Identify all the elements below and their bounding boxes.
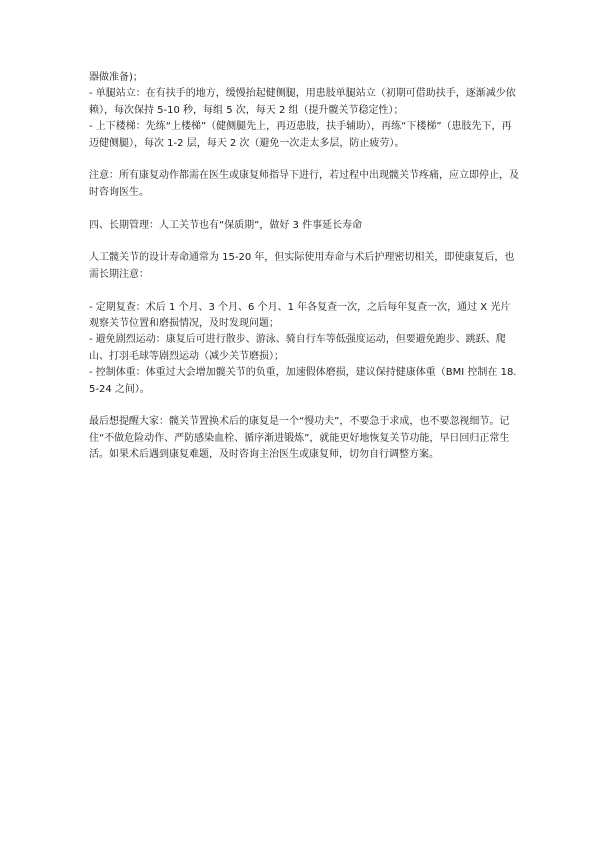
paragraph-spacer bbox=[89, 201, 519, 217]
note-paragraph: 注意：所有康复动作都需在医生或康复师指导下进行，若过程中出现髋关节疼痛，应立即停止，及时咨询医生。 bbox=[89, 170, 519, 198]
paragraph-continuation: 器做准备)； bbox=[89, 72, 143, 83]
list-item-weight-control: - 控制体重：体重过大会增加髋关节的负重，加速假体磨损，建议保持健康体重（BMI 控制在 18.5-24 之间）。 bbox=[89, 367, 517, 395]
list-item-stairs: - 上下楼梯：先练“上楼梯”（健侧腿先上，再迈患肢，扶手辅助），再练“下楼梯”（患肢先下，再迈健侧腿），每次 1-2 层，每天 2 次（避免一次走太多层，防止疲劳）。 bbox=[89, 121, 512, 149]
section-heading: 四、长期管理：人工关节也有“保质期”，做好 3 件事延长寿命 bbox=[89, 219, 363, 231]
list-item-regular-checkup: - 定期复查：术后 1 个月、3 个月、6 个月、1 年各复查一次，之后每年复查一次，通过 X 光片观察关节位置和磨损情况，及时发现问题； bbox=[89, 301, 511, 330]
list-item-single-leg-stand: - 单腿站立：在有扶手的地方，缓慢抬起健侧腿，用患肢单腿站立（初期可借助扶手，逐渐减少依赖），每次保持 5-10 秒，每组 5 次，每天 2 组（提升髋关节稳定性）； bbox=[89, 88, 516, 116]
paragraph-spacer bbox=[89, 398, 519, 414]
paragraph-spacer bbox=[89, 152, 519, 168]
paragraph-spacer bbox=[89, 234, 519, 250]
document-body bbox=[89, 70, 519, 464]
paragraph-spacer bbox=[89, 283, 519, 299]
closing-paragraph: 最后想提醒大家：髋关节置换术后的康复是一个“慢功夫”，不要急于求成，也不要忽视细节。记住“不做危险动作、严防感染血栓、循序渐进锻炼”，就能更好地恢复关节功能，早日回归正常生活。如果术后遇到康复难题，及时咨询主治医生或康复师，切勿自行调整方案。 bbox=[89, 416, 510, 461]
intro-paragraph: 人工髋关节的设计寿命通常为 15-20 年，但实际使用寿命与术后护理密切相关，即使康复后，也需长期注意： bbox=[89, 252, 515, 280]
list-item-avoid-strenuous-exercise: - 避免剧烈运动：康复后可进行散步、游泳、骑自行车等低强度运动，但要避免跑步、跳跃、爬山、打羽毛球等剧烈运动（减少关节磨损）； bbox=[89, 334, 506, 362]
